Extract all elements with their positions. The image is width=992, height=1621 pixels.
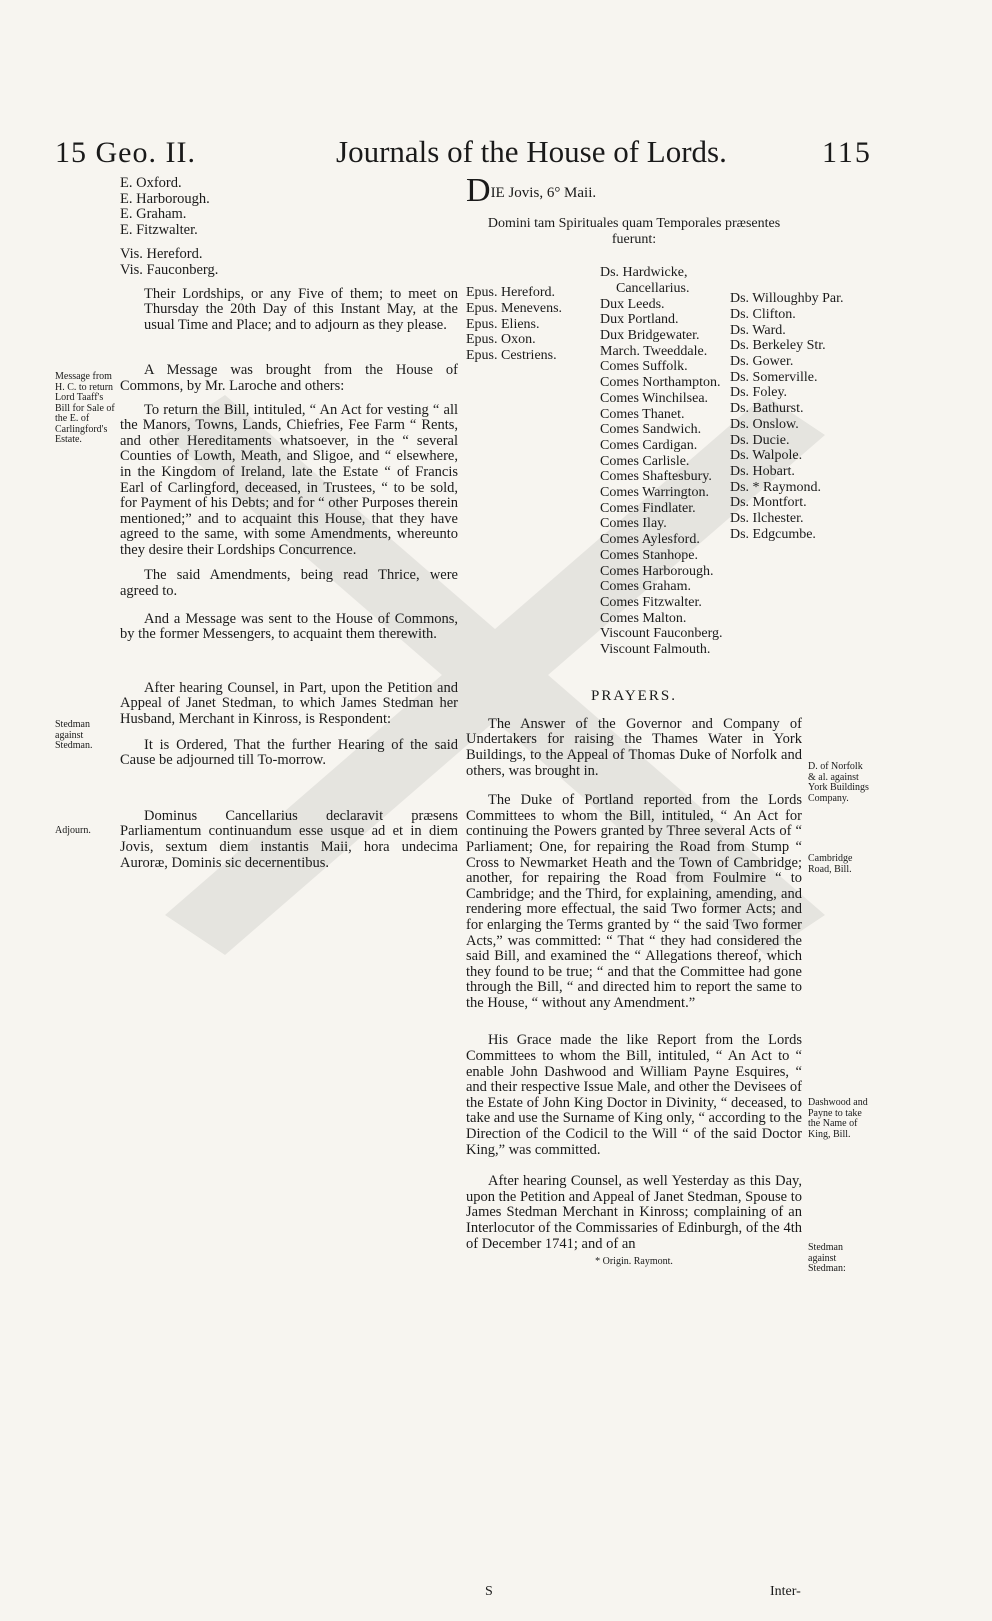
- catchword: Inter-: [770, 1584, 801, 1599]
- drop-capital: D: [466, 172, 491, 209]
- peer-entry: Ds. * Raymond.: [730, 479, 821, 495]
- lord-entry: Vis. Fauconberg.: [120, 261, 219, 278]
- margin-note-message: Message from H. C. to return Lord Taaff's Bill for Sale of the E. of Carlingford's Estate.: [55, 371, 115, 445]
- peer-entry: Dux Portland.: [600, 312, 679, 328]
- peer-entry: Ds. Hobart.: [730, 463, 795, 479]
- peer-entry: Epus. Oxon.: [466, 332, 536, 348]
- temporal-lords-column: [600, 265, 723, 658]
- peer-entry: Ds. Willoughby Par.: [730, 291, 844, 307]
- peer-entry: Ds. Ilchester.: [730, 511, 804, 527]
- peer-entry: Ds. Foley.: [730, 385, 788, 401]
- answer-paragraph: The Answer of the Governor and Company of Undertakers for raising the Thames Water in York Buildings, to the Appeal of Thomas Duke of Norfolk and others, was brought in.: [466, 715, 802, 779]
- peer-entry: Comes Thanet.: [600, 406, 685, 422]
- peer-entry: Comes Harborough.: [600, 563, 714, 579]
- sitting-date: IE Jovis, 6° Maii.: [490, 185, 597, 201]
- lord-entry: E. Fitzwalter.: [120, 221, 198, 238]
- page-title: Journals of the House of Lords.: [336, 134, 727, 169]
- page-number: 115: [822, 136, 872, 169]
- peer-entry: Ds. Hardwicke,: [600, 265, 688, 281]
- peer-entry: Ds. Ducie.: [730, 432, 790, 448]
- peer-entry: Dux Leeds.: [600, 296, 665, 312]
- peer-entry: Ds. Walpole.: [730, 448, 803, 464]
- peer-entry: Ds. Montfort.: [730, 495, 807, 511]
- peer-entry: Ds. Ward.: [730, 322, 786, 338]
- peer-entry: Epus. Menevens.: [466, 300, 563, 316]
- peer-entry: Comes Warrington.: [600, 485, 710, 501]
- bishops-column: [466, 285, 562, 364]
- peer-entry: Comes Aylesford.: [600, 532, 700, 548]
- barons-column: [730, 291, 844, 542]
- margin-note-stedman: Stedman against Stedman.: [55, 719, 93, 751]
- peer-entry: Comes Graham.: [600, 579, 691, 595]
- peer-entry: March. Tweeddale.: [600, 343, 708, 359]
- peer-entry: Cancellarius.: [616, 280, 690, 296]
- lord-entry: Vis. Hereford.: [120, 246, 203, 263]
- lord-entry: E. Graham.: [120, 206, 187, 223]
- lords-committee-list: [120, 176, 458, 279]
- margin-note-adjourn: Adjourn.: [55, 825, 91, 836]
- peer-entry: Comes Northampton.: [600, 375, 721, 391]
- peer-entry: Ds. Gower.: [730, 354, 794, 369]
- lord-entry: E. Oxford.: [120, 175, 182, 191]
- lord-entry: E. Harborough.: [120, 190, 210, 207]
- peer-entry: Epus. Hereford.: [466, 285, 556, 301]
- amendments-paragraph: The said Amendments, being read Thrice, were agreed to.: [120, 567, 458, 600]
- peer-entry: Comes Ilay.: [600, 516, 667, 532]
- peer-entry: Epus. Cestriens.: [466, 348, 557, 363]
- message-body: To return the Bill, intituled, “ An Act for vesting “ all the Manors, Towns, Lands, Chiefries, Fee Farm “ Rents, and other Hereditaments whatsoever, in the “ several Counties of Lowth, Meath, and Sligoe, and “ elsewhere, in the Kingdom of Ireland, late the Estate “ of Francis Earl of Carlingford, deceased, in Trustees, “ to be sold, for Payment of his Debts; and for “ other Purposes therein mentioned;” and to acquaint this House, that they have agreed to the same, with some Amendments, whereunto they desire their Lordships Concurrence.: [120, 401, 458, 558]
- peer-entry: Ds. Onslow.: [730, 416, 799, 432]
- session-heading: 15 Geo. II.: [55, 136, 196, 169]
- left-column: [120, 176, 458, 885]
- peer-entry: Viscount Fauconberg.: [600, 626, 723, 642]
- message-sent-paragraph: And a Message was sent to the House of Commons, by the former Messengers, to acquaint them therewith.: [120, 610, 458, 643]
- present-heading: Domini tam Spirituales quam Temporales præsentes fuerunt:: [487, 216, 781, 247]
- prayers-heading: PRAYERS.: [591, 688, 677, 705]
- footnote: * Origin. Raymont.: [595, 1256, 673, 1268]
- signature-mark: S: [485, 1584, 493, 1599]
- portland-report-paragraph: The Duke of Portland reported from the Lords Committees to whom the Bill, intituled, “ An Act for continuing the Powers granted by Three several Acts of “ Parliament; One, for repairing the Road from Stump “ Cross to Newmarket Heath and the Town of Cambridge; another, for repairing the Road from Foulmire “ to Cambridge; and the Third, for explaining, amending, and rendering more effectual, the said Two former Acts; and for enlarging the Terms granted by “ the said Two former Acts,” was committed: “ That “ they had considered the said Bill, and examined the “ Allegations thereof, which they found to be true; “ and that the Committee had gone through the Bill, “ and directed him to report the same to the House, “ without any Amendment.”: [466, 792, 802, 1011]
- adjourn-paragraph: Dominus Cancellarius declaravit præsens Parliamentum continuandum esse usque ad et in diem Jovis, sextum diem instantis Maii, hora undecima Auroræ, Dominis sic decernentibus.: [120, 807, 458, 871]
- grace-report-paragraph: His Grace made the like Report from the Lords Committees to whom the Bill, intituled, “ An Act to “ enable John Dashwood and William Payne Esquires, “ and their respective Issue Male, and other the Devisees of the Estate of John King Doctor in Divinity, “ deceased, to take and use the Surname of King only, “ according to the Direction of the Codicil to the Will “ of the said Doctor King,” was committed.: [466, 1032, 802, 1158]
- peer-entry: Ds. Edgcumbe.: [730, 526, 816, 542]
- peer-entry: Ds. Somerville.: [730, 369, 818, 385]
- peer-entry: Comes Suffolk.: [600, 359, 688, 375]
- peers-present-table: [466, 257, 844, 677]
- margin-note-stedman-2: Stedman against Stedman:: [808, 1242, 846, 1274]
- peer-entry: Comes Sandwich.: [600, 422, 702, 438]
- peer-entry: Viscount Falmouth.: [600, 642, 711, 658]
- sitting-date-heading: [466, 172, 802, 209]
- peer-entry: Ds. Berkeley Str.: [730, 338, 826, 354]
- ordered-paragraph: It is Ordered, That the further Hearing of the said Cause be adjourned till To-morrow.: [120, 736, 458, 769]
- peer-entry: Comes Stanhope.: [600, 547, 698, 563]
- stedman-again-paragraph: After hearing Counsel, as well Yesterday as this Day, upon the Petition and Appeal of Janet Stedman, Spouse to James Stedman Merchant in Kinross; complaining of an Interlocutor of the Commissaries of Edinburgh, of the 4th of December 1741; and of an: [466, 1173, 802, 1252]
- peer-entry: Ds. Clifton.: [730, 306, 796, 322]
- meeting-paragraph: Their Lordships, or any Five of them; to meet on Thursday the 20th Day of this Instant May, at the usual Time and Place; and to adjourn as they please.: [144, 285, 458, 333]
- peer-entry: Comes Carlisle.: [600, 453, 690, 469]
- peer-entry: Dux Bridgewater.: [600, 328, 700, 343]
- peer-entry: Epus. Eliens.: [466, 316, 540, 332]
- peer-entry: Comes Findlater.: [600, 500, 696, 516]
- peer-entry: Ds. Bathurst.: [730, 401, 804, 417]
- message-intro: A Message was brought from the House of Commons, by Mr. Laroche and others:: [120, 362, 458, 394]
- peer-entry: Comes Shaftesbury.: [600, 469, 712, 485]
- peer-entry: Comes Fitzwalter.: [600, 594, 702, 610]
- stedman-hearing-paragraph: After hearing Counsel, in Part, upon the Petition and Appeal of Janet Stedman, to which James Stedman her Husband, Merchant in Kinross, is Respondent:: [120, 679, 458, 728]
- margin-note-dashwood: Dashwood and Payne to take the Name of King, Bill.: [808, 1097, 868, 1140]
- peer-entry: Comes Malton.: [600, 610, 687, 626]
- margin-note-cambridge: Cambridge Road, Bill.: [808, 853, 853, 875]
- peer-entry: Comes Cardigan.: [600, 437, 698, 453]
- peer-entry: Comes Winchilsea.: [600, 390, 709, 406]
- margin-note-norfolk: D. of Norfolk & al. against York Buildings Company.: [808, 761, 869, 804]
